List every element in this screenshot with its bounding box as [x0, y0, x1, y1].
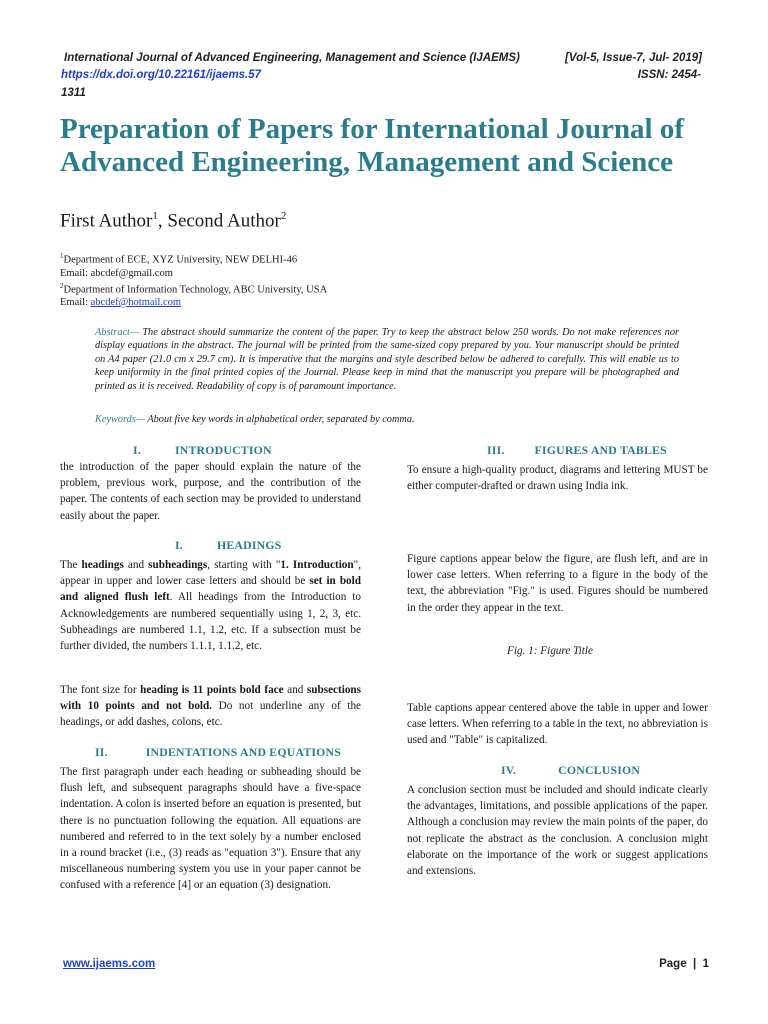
paragraph — [60, 557, 361, 654]
section-number: III. — [487, 443, 505, 457]
section-title: CONCLUSION — [558, 763, 641, 777]
text: The font size for — [60, 684, 141, 696]
author-1: First Author — [60, 210, 153, 232]
paragraph: The first paragraph under each heading or subheading should be flush left, and subsequent paragraphs should have a five-space indentation. A colon is inserted before an equation is presented, but there is no punctuation following the equation. All equations are numbered and referred to in the text solely by a number enclosed in a round bracket (i.e., (3) reads as "equation 3"). Ensure that any miscellaneous numbering system you use in your paper cannot be confused with a reference [4] or an equation (3) designation. — [60, 766, 361, 892]
figures-body — [407, 462, 708, 494]
table-caption-paragraph — [407, 700, 708, 749]
paragraph: the introduction of the paper should explain the nature of the problem, previous work, purpose, and the contribution of the paper. The contents of each section may be provided to understand easily about the paper. — [60, 461, 361, 522]
affil-1-sup: 1 — [60, 252, 64, 260]
section-number: I. — [175, 538, 183, 552]
issn: ISSN: 2454- — [637, 69, 701, 81]
paragraph: To ensure a high-quality product, diagrams and lettering MUST be either computer-drafted or drawn using India ink. — [407, 464, 708, 493]
paragraph: Figure captions appear below the figure, are flush left, and are in lower case letters. When referring to a figure in the body of the text, the abbreviation "Fig." is used. Figures should be numbered in the order they appear in the text. — [407, 553, 708, 614]
affil-2-text: Department of Information Technology, ABC University, USA — [63, 284, 328, 295]
font-size-paragraph — [60, 682, 361, 731]
page-number: Page | 1 — [659, 958, 709, 970]
bold-text: 1. Introduction — [280, 559, 354, 571]
paragraph: Table captions appear centered above the table in upper and lower case letters. When referring to a table in the text, no abbreviation is used and "Table" is capitalized. — [407, 702, 708, 747]
affiliation-2 — [60, 280, 327, 297]
text: ", appear in upper and lower case letters and should be — [60, 559, 361, 588]
paragraph: A conclusion section must be included and should indicate clearly the advantages, limitations, and possible applications of the paper. Although a conclusion may review the main points of the paper, do not replicate the abstract as the conclusion. A conclusion might elaborate on the importance of the work or suggest applications and extensions. — [407, 784, 708, 878]
section-number: II. — [95, 745, 108, 759]
issn-number: 1311 — [61, 87, 86, 99]
section-number: IV. — [501, 763, 517, 777]
text: . All headings from the Introduction to Acknowledgements are numbered sequentially using 1, 2, 3, etc. Subheadings are numbered 1.1, 1.2, etc. If a subsection must be further divided, the numbers 1.1.1, 1.1.2, etc. — [60, 591, 361, 653]
journal-website-link[interactable]: www.ijaems.com — [63, 958, 156, 970]
text: and — [283, 684, 307, 696]
keywords-text: About five key words in alphabetical order, separated by comma. — [147, 414, 415, 425]
email-2-link[interactable]: abcdef@hotmail.com — [90, 297, 182, 308]
paragraph — [60, 682, 361, 731]
doi-link[interactable]: https://dx.doi.org/10.22161/ijaems.57 — [61, 69, 262, 81]
email-1-line — [60, 267, 327, 280]
text: , starting with " — [207, 559, 281, 571]
abstract-text: The abstract should summarize the content of the paper. Try to keep the abstract below 250 words. Do not make references nor display equations in the abstract. The journal will be printed from the same-sized copy prepared by you. Your manuscript should be printed on A4 paper (21.0 cm x 29.7 cm). It is imperative that the margins and style described below be adhered to carefully. This will enable us to keep uniformity in the final printed copies of the Journal. Please keep in mind that the manuscript you prepare will be photographed and printed as it is received. Readability of copy is of paramount importance. — [95, 327, 679, 392]
keywords — [95, 414, 679, 425]
keywords-dash: — — [135, 414, 148, 425]
section-title: INTRODUCTION — [174, 443, 272, 457]
bold-text: set in bold and aligned flush left — [60, 575, 361, 604]
section-heading-figures — [487, 443, 667, 458]
text: Do not underline any of the headings, or add dashes, colons, etc. — [60, 700, 361, 729]
author-line — [60, 210, 286, 232]
text: The — [60, 559, 82, 571]
headings-body — [60, 557, 361, 654]
affil-2-sup: 2 — [60, 281, 64, 290]
bold-text: heading is 11 points bold face — [140, 684, 284, 696]
abstract-label: Abstract — [95, 327, 130, 338]
volume-info: [Vol-5, Issue-7, Jul- 2019] — [565, 52, 702, 64]
section-heading-indentations — [95, 745, 341, 760]
indentations-body — [60, 764, 361, 894]
journal-name: International Journal of Advanced Engineering, Management and Science (IJAEMS) — [64, 52, 520, 64]
introduction-body — [60, 459, 361, 524]
paper-title: Preparation of Papers for International Journal of Advanced Engineering, Management and Science — [60, 113, 684, 178]
section-title: INDENTATIONS AND EQUATIONS — [145, 745, 342, 759]
section-title: FIGURES AND TABLES — [534, 443, 667, 457]
affiliation-1 — [60, 250, 327, 267]
bold-text: subsections with 10 points and not bold. — [60, 684, 362, 713]
email-1-label: Email: — [60, 267, 91, 279]
email-2-label: Email: — [60, 297, 91, 308]
keywords-label: Keywords — [95, 414, 136, 425]
figure-caption-paragraph — [407, 551, 708, 616]
author-1-sup: 1 — [152, 210, 158, 222]
affil-1-text: Department of ECE, XYZ University, NEW DELHI-46 — [63, 254, 298, 266]
abstract-dash: — — [129, 327, 143, 338]
bold-text: headings — [81, 559, 124, 571]
author-2: , Second Author — [157, 210, 281, 232]
section-number: I. — [133, 443, 141, 457]
section-heading-introduction — [133, 443, 272, 458]
section-heading-conclusion — [501, 763, 640, 778]
affiliations — [60, 250, 327, 309]
conclusion-body — [407, 782, 708, 879]
bold-text: subheadings — [148, 559, 208, 571]
text: and — [123, 559, 149, 571]
email-1: abcdef@gmail.com — [90, 267, 173, 279]
author-2-sup: 2 — [280, 210, 287, 222]
figure-caption: Fig. 1: Figure Title — [507, 645, 593, 657]
email-2-line — [60, 296, 327, 309]
abstract — [95, 326, 679, 393]
section-heading-headings — [175, 538, 281, 553]
section-title: HEADINGS — [216, 538, 282, 552]
